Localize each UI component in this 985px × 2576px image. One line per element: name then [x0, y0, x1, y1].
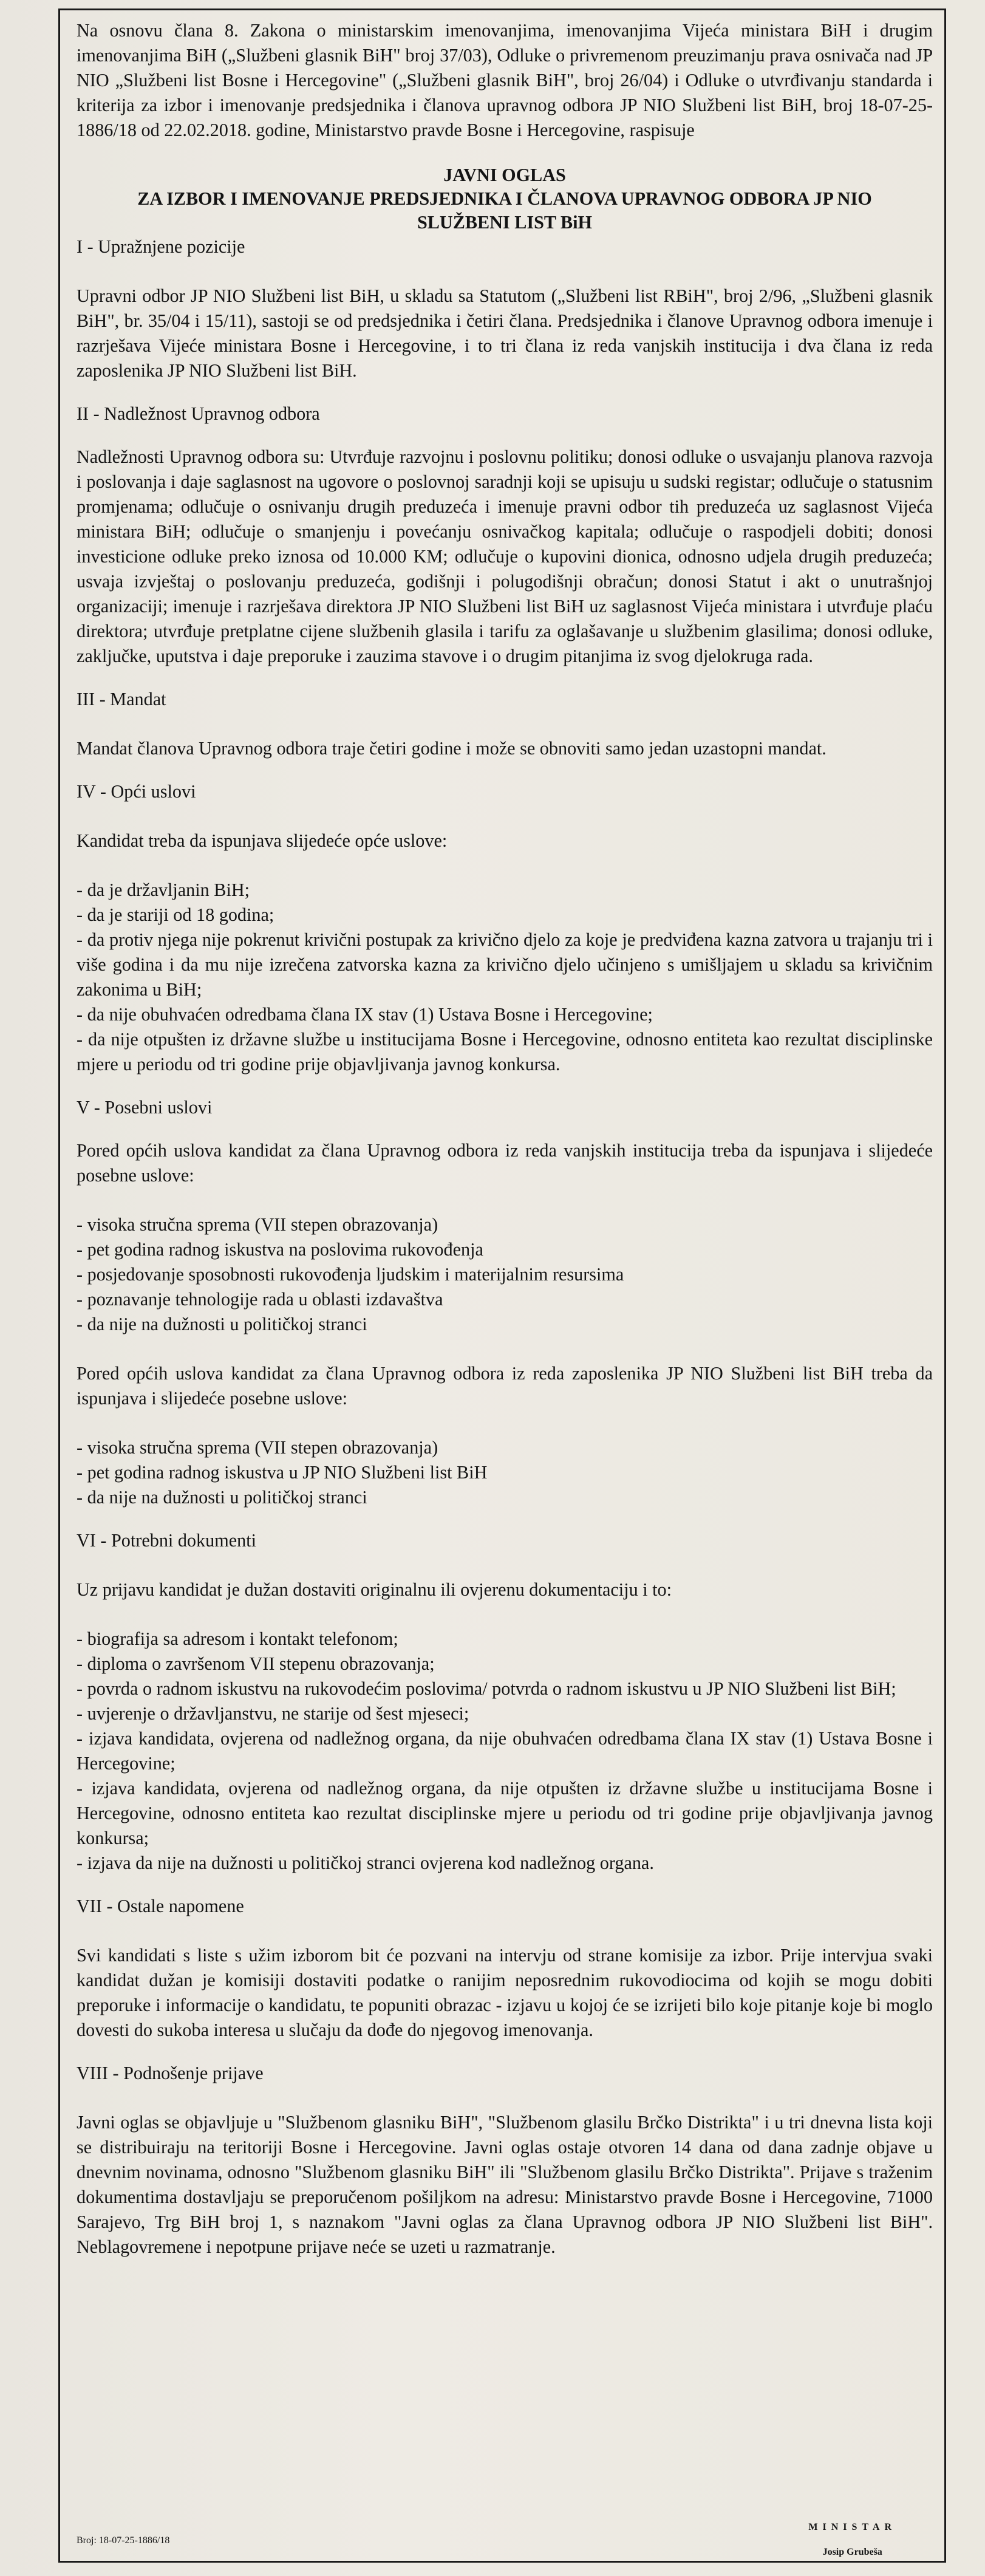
title-line-1: JAVNI OGLAS	[443, 165, 566, 185]
section-7-heading: VII - Ostale napomene	[77, 1896, 244, 1916]
section-1-heading: I - Upražnjene pozicije	[77, 236, 245, 257]
section-5-text-2: Pored općih uslova kandidat za člana Upravnog odbora iz reda zaposlenika JP NIO Službeni list BiH treba da ispunjava i slijedeće posebne uslove:	[77, 1363, 933, 1409]
list-item: - diploma o završenom VII stepenu obrazovanja;	[77, 1653, 435, 1674]
signatory-title: MINISTAR	[808, 2522, 896, 2532]
section-5-heading: V - Posebni uslovi	[77, 1097, 213, 1118]
section-7-text: Svi kandidati s liste s užim izborom bit će pozvani na intervju od strane komisije za izbor. Prije intervjua svaki kandidat dužan je komisiji dostaviti podatke o ranijim neposrednim rukovodiocima od kojih se mogu dobiti preporuke i informacije o kandidatu, te popuniti obrazac - izjavu u kojoj će se izrijeti bilo koje pitanje koje bi moglo dovesti do sukoba interesa u slučaju da dođe do njegovog imenovanja.	[77, 1945, 933, 2040]
list-item: - da nije otpušten iz državne službe u institucijama Bosne i Hercegovine, odnosno entiteta kao rezultat disciplinske mjere u periodu od tri godine prije objavljivanja javnog konkursa.	[77, 1029, 933, 1074]
required-documents-list	[77, 1627, 933, 1876]
list-item: - biografija sa adresom i kontakt telefonom;	[77, 1628, 398, 1649]
section-4-heading: IV - Opći uslovi	[77, 781, 196, 802]
special-conditions-external-list	[77, 1212, 933, 1337]
reference-number: Broj: 18-07-25-1886/18	[77, 2535, 170, 2546]
title-line-3: SLUŽBENI LIST BiH	[417, 212, 593, 233]
announcement-footer	[77, 2515, 933, 2563]
signatory-name: Josip Grubeša	[822, 2547, 882, 2557]
list-item: - da je stariji od 18 godina;	[77, 904, 274, 925]
list-item: - pet godina radnog iskustva u JP NIO Službeni list BiH	[77, 1462, 488, 1483]
special-conditions-employee-list	[77, 1435, 933, 1510]
list-item: - da nije na dužnosti u političkoj stranci	[77, 1487, 367, 1508]
section-8-text: Javni oglas se objavljuje u "Službenom glasniku BiH", "Službenom glasilu Brčko Distrikta" i u tri dnevna lista koji se distribuiraju na teritoriji Bosne i Hercegovine. Javni oglas ostaje otvoren 14 dana od dana zadnje objave u dnevnim novinama, odnosno "Službenom glasniku BiH" ili "Službenom glasilu Brčko Distrikta". Prijave s traženim dokumentima dostavljaju se preporučenom pošiljkom na adresu: Ministarstvo pravde Bosne i Hercegovine, 71000 Sarajevo, Trg BiH broj 1, s naznakom "Javni oglas za člana Upravnog odbora JP NIO Službeni list BiH". Neblagovremene i nepotpune prijave neće se uzeti u razmatranje.	[77, 2112, 933, 2257]
list-item: - izjava kandidata, ovjerena od nadležnog organa, da nije obuhvaćen odredbama člana IX stav (1) Ustava Bosne i Hercegovine;	[77, 1728, 933, 1774]
section-3-heading: III - Mandat	[77, 689, 166, 709]
list-item: - da nije obuhvaćen odredbama člana IX stav (1) Ustava Bosne i Hercegovine;	[77, 1004, 653, 1025]
section-6-heading: VI - Potrebni dokumenti	[77, 1530, 256, 1551]
section-4-text: Kandidat treba da ispunjava slijedeće opće uslove:	[77, 830, 448, 851]
title-line-2: ZA IZBOR I IMENOVANJE PREDSJEDNIKA I ČLANOVA UPRAVNOG ODBORA JP NIO	[137, 188, 872, 209]
list-item: - poznavanje tehnologije rada u oblasti izdavaštva	[77, 1289, 443, 1310]
list-item: - da protiv njega nije pokrenut krivični postupak za krivično djelo za koje je predviđena kazna zatvora u trajanju tri i više godina i da mu nije izrečena zatvorska kazna za krivično djelo učinjeno s umišljajem u skladu sa krivičnim zakonima u BiH;	[77, 929, 933, 1000]
intro-paragraph: Na osnovu člana 8. Zakona o ministarskim imenovanjima, imenovanjima Vijeća ministara BiH i drugim imenovanjima BiH („Službeni glasnik BiH" broj 37/03), Odluke o privremenom preuzimanju prava osnivača nad JP NIO „Službeni list Bosne i Hercegovine" („Službeni glasnik BiH", broj 26/04) i Odluke o utvrđivanju standarda i kriterija za izbor i imenovanje predsjednika i članova upravnog odbora JP NIO Službeni list BiH, broj 18-07-25-1886/18 od 22.02.2018. godine, Ministarstvo pravde Bosne i Hercegovine, raspisuje	[77, 20, 933, 140]
list-item: - izjava kandidata, ovjerena od nadležnog organa, da nije otpušten iz državne službe u institucijama Bosne i Hercegovine, odnosno entiteta kao rezultat disciplinske mjere u periodu od tri godine prije objavljivanja javnog konkursa;	[77, 1778, 933, 1848]
section-5-text-1: Pored općih uslova kandidat za člana Upravnog odbora iz reda vanjskih institucija treba da ispunjava i slijedeće posebne uslove:	[77, 1140, 933, 1186]
announcement-title	[77, 163, 933, 234]
section-8-heading: VIII - Podnošenje prijave	[77, 2063, 264, 2083]
section-6-text: Uz prijavu kandidat je dužan dostaviti originalnu ili ovjerenu dokumentaciju i to:	[77, 1579, 672, 1600]
section-1-text: Upravni odbor JP NIO Službeni list BiH, u skladu sa Statutom („Službeni list RBiH", broj 2/96, „Službeni glasnik BiH", br. 35/04 i 15/11), sastoji se od predsjednika i četiri člana. Predsjednika i članove Upravnog odbora imenuje i razrješava Vijeće ministara Bosne i Hercegovine, i to tri člana iz reda vanjskih institucija i dva člana iz reda zaposlenika JP NIO Službeni list BiH.	[77, 285, 933, 381]
list-item: - posjedovanje sposobnosti rukovođenja ljudskim i materijalnim resursima	[77, 1264, 624, 1285]
section-2-heading: II - Nadležnost Upravnog odbora	[77, 403, 320, 424]
list-item: - visoka stručna sprema (VII stepen obrazovanja)	[77, 1214, 438, 1235]
section-3-text: Mandat članova Upravnog odbora traje četiri godine i može se obnoviti samo jedan uzastopni mandat.	[77, 738, 827, 759]
announcement-body	[77, 18, 933, 2260]
list-item: - izjava da nije na dužnosti u političkoj stranci ovjerena kod nadležnog organa.	[77, 1853, 654, 1873]
list-item: - da je državljanin BiH;	[77, 880, 250, 900]
general-conditions-list	[77, 878, 933, 1077]
section-2-text: Nadležnosti Upravnog odbora su: Utvrđuje razvojnu i poslovnu politiku; donosi odluke o usvajanju planova razvoja i poslovanja i daje saglasnost na ugovore o poslovnoj saradnji koji se upisuju u sudski registar; odlučuje o statusnim promjenama; odlučuje o osnivanju drugih preduzeća i imenuje pravni odbor tih preduzeća uz saglasnost Vijeća ministara BiH; odlučuje o smanjenju i povećanju osnivačkog kapitala; odlučuje o raspodjeli dobiti; donosi investicione odluke preko iznosa od 10.000 KM; odlučuje o kupovini dionica, odnosno udjela drugih preduzeća; usvaja izvještaj o poslovanju preduzeća, godišnji i polugodišnji obračun; donosi Statut i akt o unutrašnjoj organizaciji; imenuje i razrješava direktora JP NIO Službeni list BiH uz saglasnost Vijeća ministara i utvrđuje plaću direktora; utvrđuje pretplatne cijene službenih glasila i tarifu za oglašavanje u službenim glasilima; donosi odluke, zaključke, uputstva i daje preporuke i zauzima stavove i o drugim pitanjima iz svog djelokruga rada.	[77, 446, 933, 666]
list-item: - pet godina radnog iskustva na poslovima rukovođenja	[77, 1239, 483, 1260]
list-item: - da nije na dužnosti u političkoj stranci	[77, 1314, 367, 1334]
list-item: - uvjerenje o državljanstvu, ne starije od šest mjeseci;	[77, 1703, 469, 1724]
list-item: - visoka stručna sprema (VII stepen obrazovanja)	[77, 1437, 438, 1458]
list-item: - povrda o radnom iskustvu na rukovodećim poslovima/ potvrda o radnom iskustvu u JP NIO Službeni list BiH;	[77, 1678, 896, 1699]
signature-block	[808, 2515, 896, 2564]
